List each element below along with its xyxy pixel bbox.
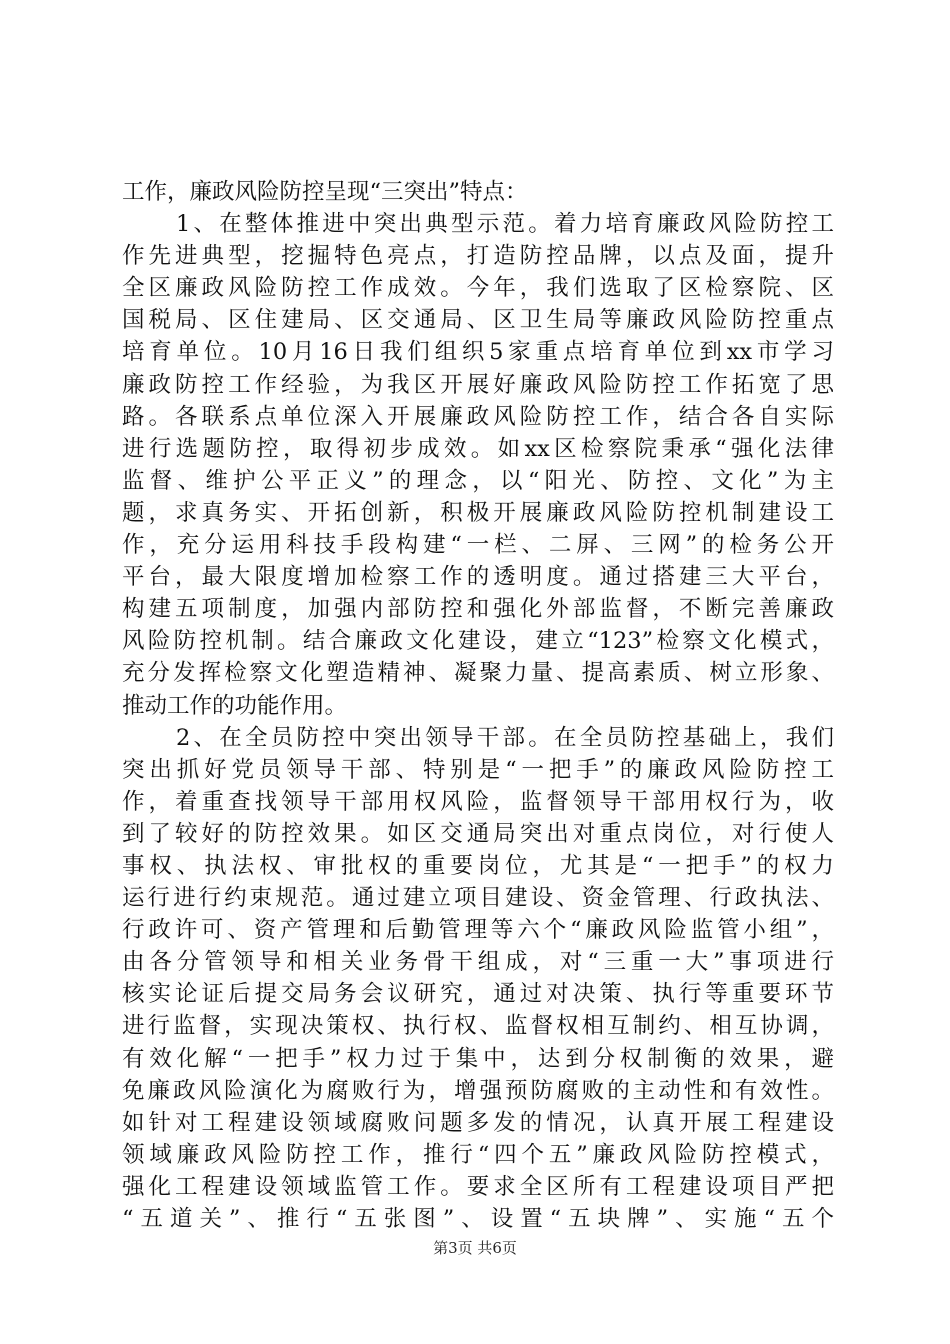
text-line: 平台，最大限度增加检察工作的透明度。通过搭建三大平台， bbox=[122, 564, 834, 591]
text-line: 廉政防控工作经验，为我区开展好廉政风险防控工作拓宽了思 bbox=[122, 371, 834, 398]
text-line: 风险防控机制。结合廉政文化建设，建立“123”检察文化模式， bbox=[122, 628, 834, 655]
text-line: 有效化解“一把手”权力过于集中，达到分权制衡的效果，避 bbox=[122, 1045, 834, 1072]
text-line: 1、在整体推进中突出典型示范。着力培育廉政风险防控工 bbox=[176, 211, 834, 238]
text-line: 工作，廉政风险防控呈现“三突出”特点： bbox=[122, 179, 528, 205]
text-line: 全区廉政风险防控工作成效。今年，我们选取了区检察院、区 bbox=[122, 275, 834, 302]
text-line: 如针对工程建设领域腐败问题多发的情况，认真开展工程建设 bbox=[122, 1109, 834, 1136]
text-line: 构建五项制度，加强内部防控和强化外部监督，不断完善廉政 bbox=[122, 596, 834, 623]
text-line: 2、在全员防控中突出领导干部。在全员防控基础上，我们 bbox=[176, 724, 834, 751]
text-line: 路。各联系点单位深入开展廉政风险防控工作，结合各自实际 bbox=[122, 403, 834, 430]
text-line: 领域廉政风险防控工作，推行“四个五”廉政风险防控模式， bbox=[122, 1141, 834, 1168]
text-line: 作，充分运用科技手段构建“一栏、二屏、三网”的检务公开 bbox=[122, 532, 834, 559]
text-line: 进行选题防控，取得初步成效。如xx区检察院秉承“强化法律 bbox=[122, 435, 834, 462]
text-line: 作先进典型，挖掘特色亮点，打造防控品牌，以点及面，提升 bbox=[122, 243, 834, 270]
text-line: 到了较好的防控效果。如区交通局突出对重点岗位，对行使人 bbox=[122, 820, 834, 847]
text-line: 强化工程建设领域监管工作。要求全区所有工程建设项目严把 bbox=[122, 1173, 834, 1200]
page-footer: 第3页 共6页 bbox=[433, 1239, 517, 1257]
text-line: 题，求真务实、开拓创新，积极开展廉政风险防控机制建设工 bbox=[122, 499, 834, 526]
text-line: 免廉政风险演化为腐败行为，增强预防腐败的主动性和有效性。 bbox=[122, 1077, 834, 1104]
text-line: 由各分管领导和相关业务骨干组成，对“三重一大”事项进行 bbox=[122, 949, 834, 976]
text-line: 作，着重查找领导干部用权风险，监督领导干部用权行为，收 bbox=[122, 788, 834, 815]
text-line: 核实论证后提交局务会议研究，通过对决策、执行等重要环节 bbox=[122, 981, 834, 1008]
body-text bbox=[122, 176, 834, 1235]
text-line: 进行监督，实现决策权、执行权、监督权相互制约、相互协调， bbox=[122, 1013, 834, 1040]
text-line: 国税局、区住建局、区交通局、区卫生局等廉政风险防控重点 bbox=[122, 307, 834, 334]
text-line: 运行进行约束规范。通过建立项目建设、资金管理、行政执法、 bbox=[122, 885, 834, 912]
text-line: 监督、维护公平正义”的理念，以“阳光、防控、文化”为主 bbox=[122, 467, 834, 494]
text-line: 行政许可、资产管理和后勤管理等六个“廉政风险监管小组”， bbox=[122, 917, 834, 944]
text-line: “五道关”、推行“五张图”、设置“五块牌”、实施“五个 bbox=[122, 1206, 834, 1232]
text-line: 培育单位。10月16日我们组织5家重点培育单位到xx市学习 bbox=[122, 339, 834, 366]
text-line: 推动工作的功能作用。 bbox=[122, 692, 348, 719]
text-line: 充分发挥检察文化塑造精神、凝聚力量、提高素质、树立形象、 bbox=[122, 660, 834, 687]
text-line: 事权、执法权、审批权的重要岗位，尤其是“一把手”的权力 bbox=[122, 852, 834, 879]
text-line: 突出抓好党员领导干部、特别是“一把手”的廉政风险防控工 bbox=[122, 756, 834, 783]
